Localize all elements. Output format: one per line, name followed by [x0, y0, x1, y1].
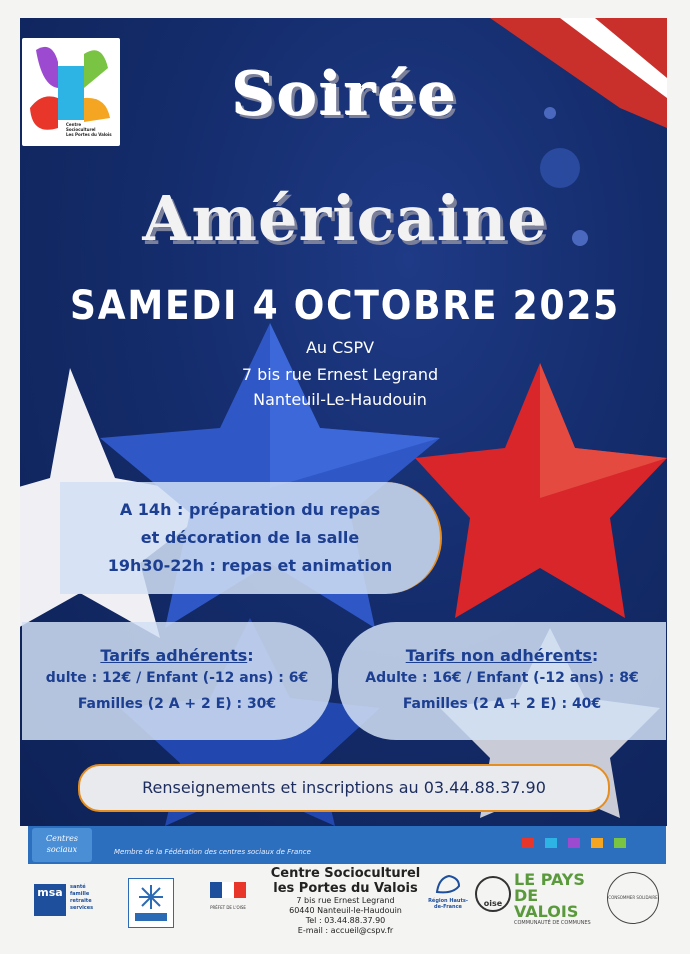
caf-logo [128, 878, 174, 928]
org-address1: 7 bis rue Ernest Legrand [296, 896, 395, 905]
prefecture-text: PRÉFET DE L'OISE [210, 905, 246, 910]
centres-sociaux-logo: Centres sociaux [32, 828, 92, 862]
region-shape-icon [433, 874, 463, 896]
logo-text-line3: Les Portes du Valois [66, 132, 112, 137]
tarifs-adherents-colon: : [247, 646, 254, 665]
hauts-de-france-logo [425, 874, 471, 914]
color-dot-purple [568, 838, 580, 848]
organization-block [258, 866, 433, 936]
pays-de-valois-logo [514, 870, 604, 926]
msa-tag: famille [70, 891, 90, 897]
tarifs-adherents-line2: Familles (2 A + 2 E) : 30€ [77, 696, 277, 712]
tarifs-adherents-title [22, 646, 332, 665]
info-banner: Renseignements et inscriptions au 03.44.88.37.90 [78, 764, 610, 812]
pays-sub: COMMUNAUTÉ DE COMMUNES [514, 920, 591, 926]
tarifs-non-adherents-title-text: Tarifs non adhérents [405, 646, 592, 665]
tarifs-non-adherents-line2: Familles (2 A + 2 E) : 40€ [402, 696, 602, 712]
org-email: E-mail : accueil@cspv.fr [297, 926, 394, 935]
logo-text-line2: Socioculturel [66, 127, 96, 132]
venue-place: Au CSPV [305, 338, 375, 357]
pays-line1: LE PAYS [514, 870, 585, 889]
tarifs-adherents-bubble [22, 622, 332, 740]
msa-tag: services [70, 905, 94, 911]
tarifs-non-adherents-line1: Adulte : 16€ / Enfant (-12 ans) : 8€ [365, 670, 639, 686]
org-tel: Tel : 03.44.88.37.90 [305, 916, 386, 925]
color-dot-orange [591, 838, 603, 848]
msa-tag: santé [70, 884, 86, 890]
program-bubble [60, 482, 442, 594]
program-line2: et décoration de la salle [140, 528, 360, 547]
color-dot-green [614, 838, 626, 848]
org-name-line2: les Portes du Valois [273, 881, 418, 896]
venue-street: 7 bis rue Ernest Legrand [241, 365, 439, 384]
region-text: Région Hauts-de-France [428, 898, 468, 910]
msa-logo: msa [34, 884, 66, 916]
logo-text-line1: Centre [66, 122, 82, 127]
program-line3: 19h30-22h : repas et animation [107, 556, 393, 575]
tarifs-adherents-title-text: Tarifs adhérents [100, 646, 248, 665]
color-dot-red [522, 838, 534, 848]
event-date: SAMEDI 4 OCTOBRE 2025 [69, 283, 621, 329]
color-dot-blue [545, 838, 557, 848]
oise-logo: oise [475, 876, 511, 912]
tarifs-non-adherents-colon: : [591, 646, 599, 665]
snowflake-icon [129, 879, 173, 927]
tarifs-non-adherents-bubble [338, 622, 666, 740]
french-flag-icon [200, 880, 256, 900]
org-name-line1: Centre Socioculturel [270, 866, 421, 881]
tarifs-adherents-line1: dulte : 12€ / Enfant (-12 ans) : 6€ [45, 670, 309, 686]
pays-line2: DE VALOIS [514, 886, 579, 921]
org-address2: 60440 Nanteuil-le-Haudouin [289, 906, 402, 915]
round-logo: CONSOMMER SOLIDAIRE [607, 872, 659, 924]
msa-tag: retraite [70, 898, 92, 904]
venue-city: Nanteuil-Le-Haudouin [253, 390, 427, 409]
program-line1: A 14h : préparation du repas [119, 500, 381, 519]
tarifs-non-adherents-title [338, 646, 666, 665]
title-americaine: Américaine [142, 182, 548, 255]
title-soiree: Soirée [231, 60, 459, 130]
federation-text: Membre de la Fédération des centres sociaux de France [114, 848, 311, 856]
prefecture-logo [200, 880, 256, 920]
msa-tags [70, 884, 93, 912]
